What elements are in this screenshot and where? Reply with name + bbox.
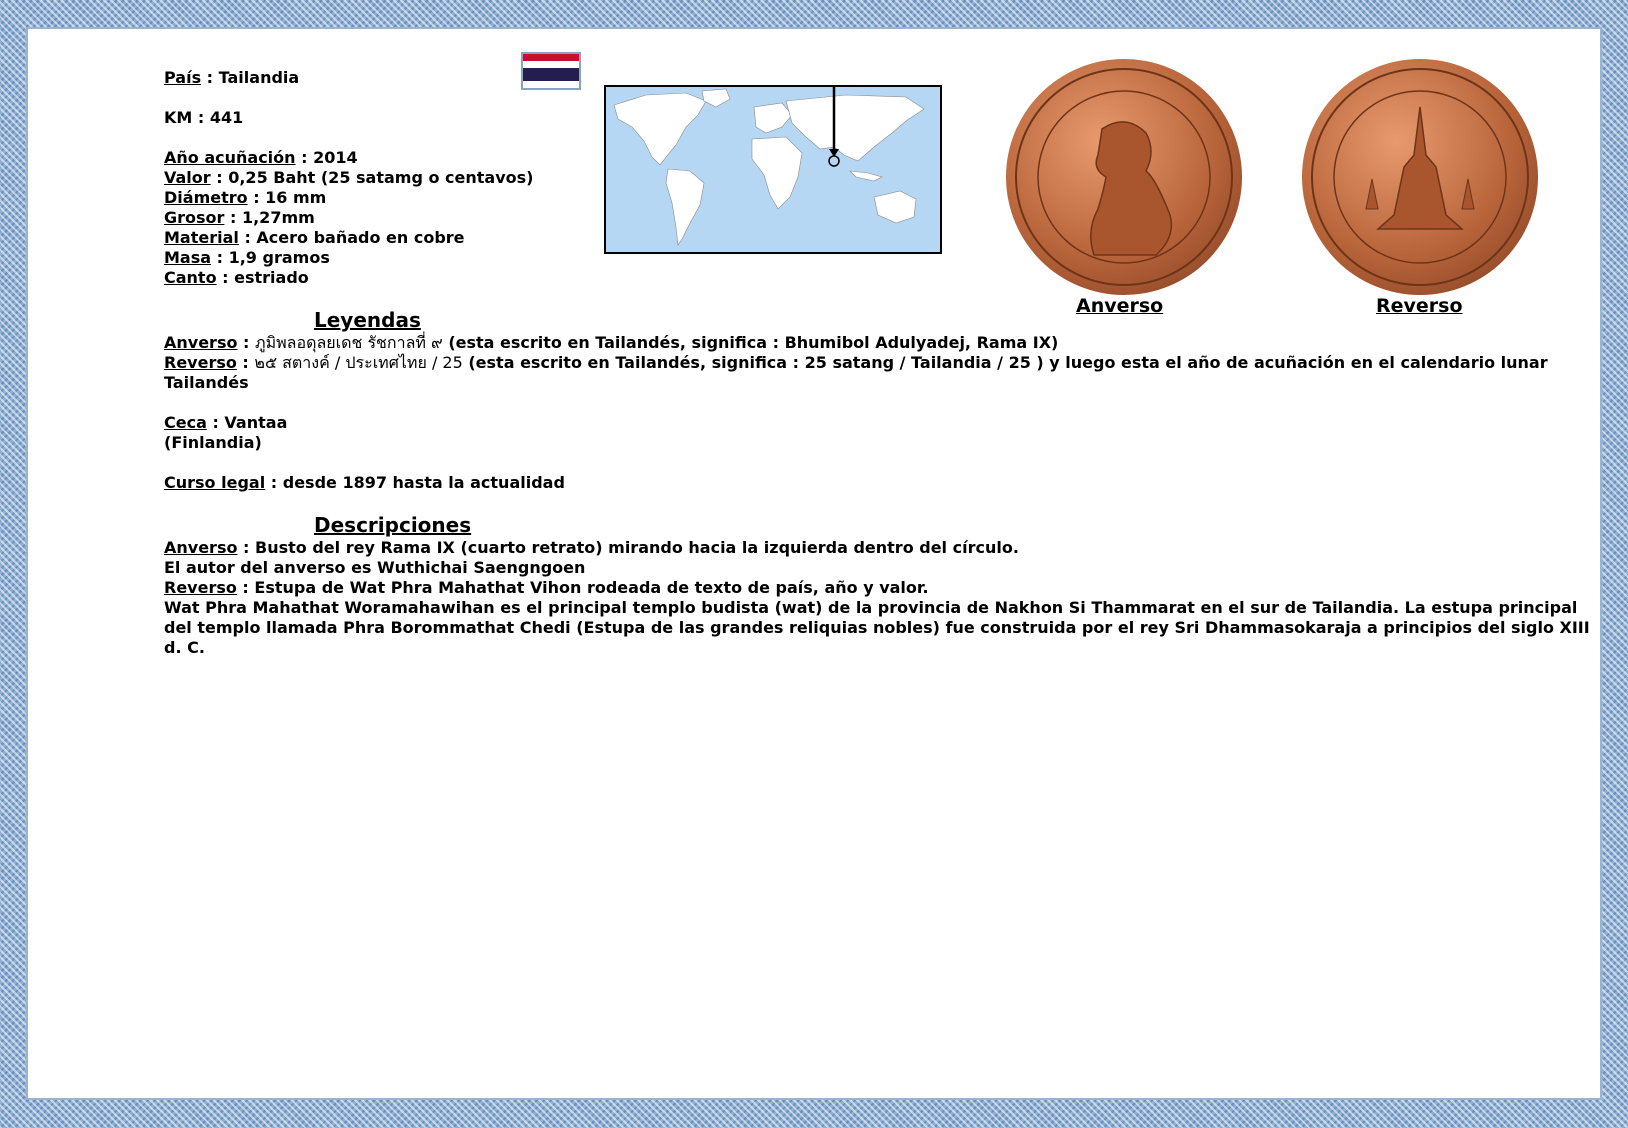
field-pais: País : Tailandia [164, 68, 300, 87]
leyendas-heading: Leyendas [314, 308, 421, 332]
field-valor: Valor : 0,25 Baht (25 satamg o centavos) [164, 168, 534, 187]
world-map [604, 85, 942, 254]
world-map-graphic [606, 87, 940, 252]
leyenda-anverso: Anverso : ภูมิพลอดุลยเดช รัชกาลที่ ๙ (esta escrito en Tailandés, significa : Bhumibol Adulyadej, Rama IX) [164, 333, 1059, 352]
desc-reverso: Reverso : Estupa de Wat Phra Mahathat Vihon rodeada de texto de país, año y valor. [164, 578, 929, 597]
coin-obverse-image [1006, 59, 1242, 295]
desc-wat-text: Wat Phra Mahathat Woramahawihan es el principal templo budista (wat) de la provincia de Nakhon Si Thammarat en el sur de Tailandia. La estupa principal del templo llamada Phra Borommathat Chedi (Estupa de las grandes reliquias nobles) fue construida por el rey Sri Dhammasokaraja a principios del siglo XIII d. C. [164, 598, 1590, 657]
caption-anverso: Anverso [1076, 295, 1164, 317]
field-curso-legal: Curso legal : desde 1897 hasta la actualidad [164, 473, 565, 492]
europe-shape [754, 103, 792, 133]
field-anio: Año acuñación : 2014 [164, 148, 358, 167]
thailand-flag [521, 52, 581, 90]
field-diametro: Diámetro : 16 mm [164, 188, 327, 207]
south-america-shape [666, 169, 704, 245]
indonesia-shape [850, 171, 882, 181]
field-ceca: Ceca : Vantaa [164, 413, 288, 432]
small-stupa-right-shape [1462, 179, 1474, 209]
stupa-shape [1378, 107, 1462, 229]
field-grosor: Grosor : 1,27mm [164, 208, 315, 227]
desc-anverso: Anverso : Busto del rey Rama IX (cuarto retrato) mirando hacia la izquierda dentro del círculo. [164, 538, 1019, 557]
field-ceca-country: (Finlandia) [164, 433, 262, 452]
australia-shape [874, 191, 916, 223]
field-canto: Canto : estriado [164, 268, 309, 287]
small-stupa-left-shape [1366, 179, 1378, 209]
desc-autor: El autor del anverso es Wuthichai Saengngoen [164, 558, 586, 577]
north-america-shape [614, 93, 706, 165]
asia-shape [786, 95, 924, 161]
king-bust-shape [1091, 122, 1172, 255]
greenland-shape [702, 89, 730, 107]
leyenda-reverso: Reverso : ๒๕ สตางค์ / ประเทศไทย / 25 (esta escrito en Tailandés, significa : 25 satang / Tailandia / 25 ) y luego esta el año de acuñación en el calendario lunar [164, 353, 1548, 372]
field-masa: Masa : 1,9 gramos [164, 248, 330, 267]
location-marker [829, 156, 839, 166]
field-km: KM : 441 [164, 108, 244, 127]
africa-shape [752, 137, 802, 209]
field-material: Material : Acero bañado en cobre [164, 228, 465, 247]
coin-reverse-image [1302, 59, 1538, 295]
caption-reverso: Reverso [1376, 295, 1463, 317]
descripciones-heading: Descripciones [314, 513, 472, 537]
leyenda-reverso-cont: Tailandés [164, 373, 249, 392]
